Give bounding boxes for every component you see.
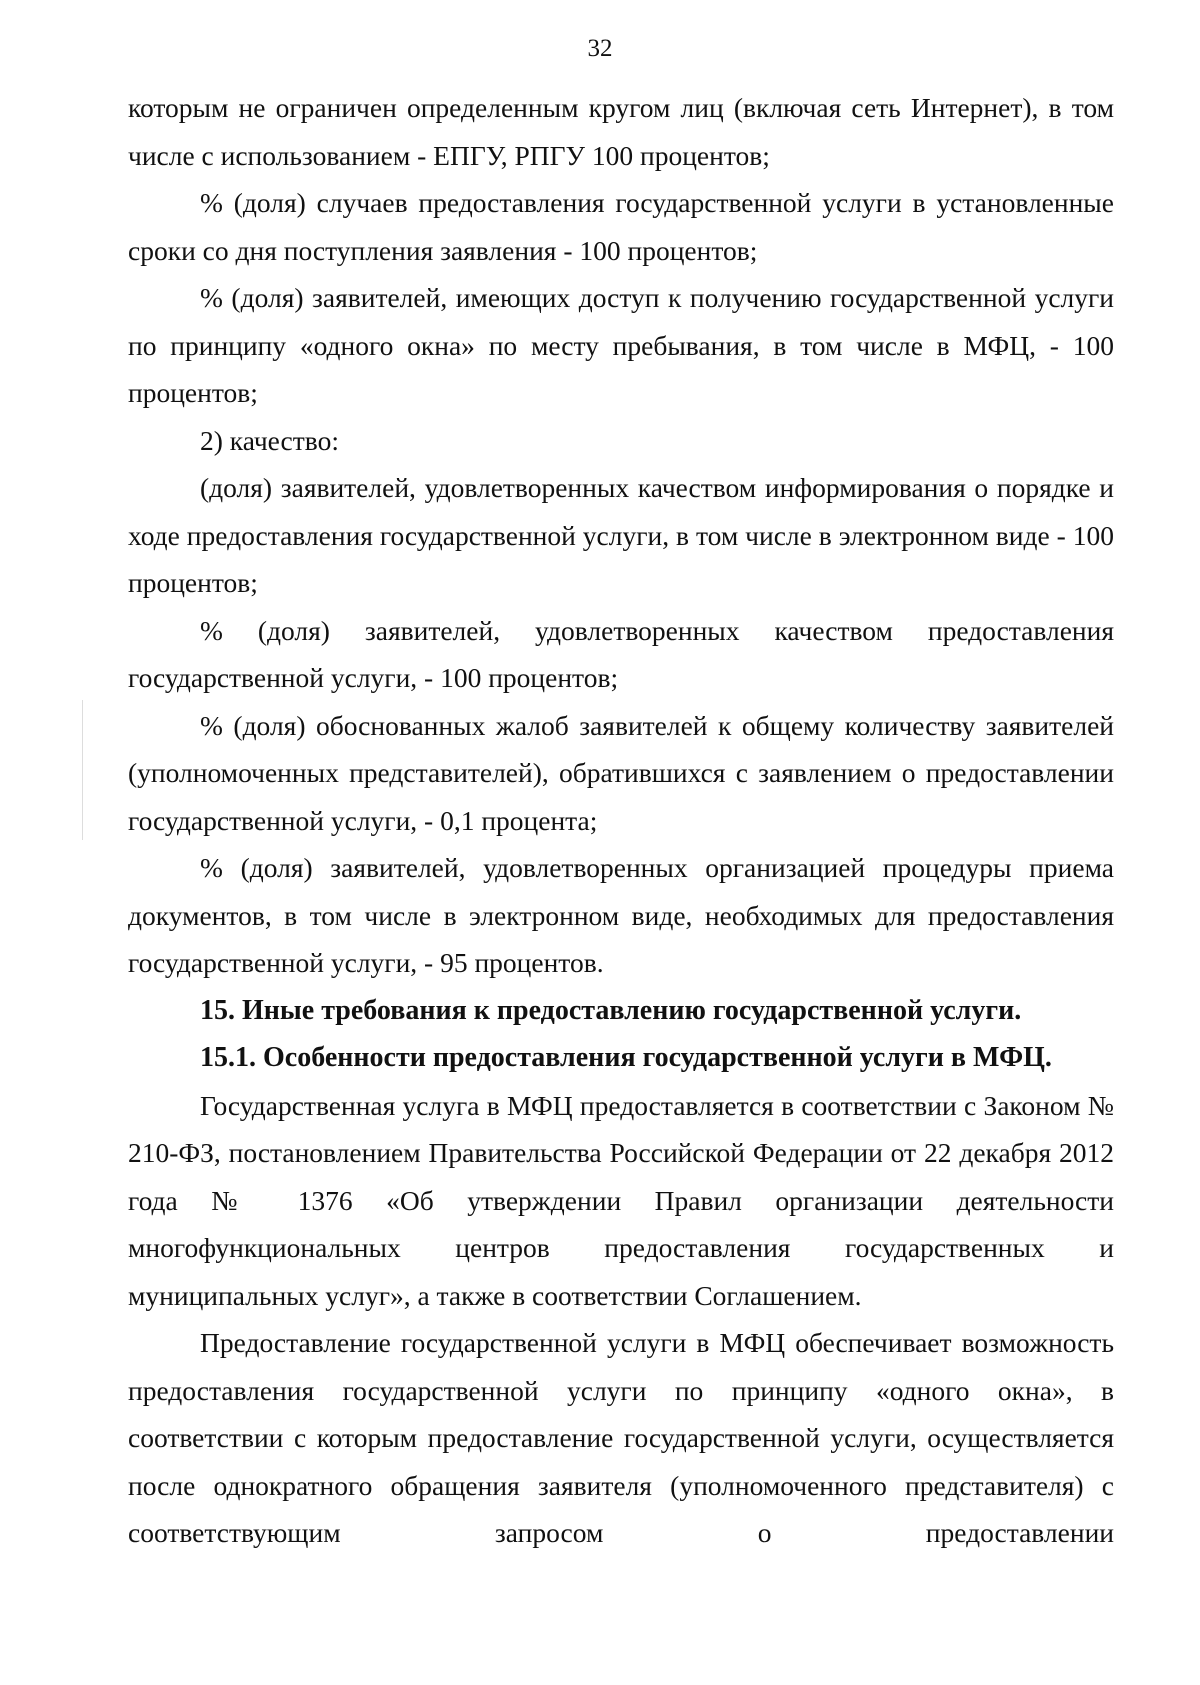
page-number: 32 [587,35,613,62]
paragraph-timeliness: % (доля) случаев предоставления государственной услуги в установленные сроки со дня поступления заявления - 100 процентов; [128,187,1114,266]
scan-artifact-line [82,700,83,840]
document-body [128,84,1114,1557]
section-heading-15-1: 15.1. Особенности предоставления государственной услуги в МФЦ. [200,1042,1052,1073]
paragraph-complaints: % (доля) обоснованных жалоб заявителей к общему количеству заявителей (уполномоченных представителей), обратившихся с заявлением о предоставлении государственной услуги, - 0,1 процента; [128,709,1114,836]
paragraph-document-reception: % (доля) заявителей, удовлетворенных организацией процедуры приема документов, в том числе в электронном виде, необходимых для предоставления государственной услуги, - 95 процентов. [128,852,1114,978]
paragraph-service-quality: % (доля) заявителей, удовлетворенных качеством предоставления государственной услуги, - 100 процентов; [128,614,1114,693]
paragraph-one-window-access: % (доля) заявителей, имеющих доступ к получению государственной услуги по принципу «одного окна» по месту пребывания, в том числе в МФЦ, - 100 процентов; [128,282,1114,408]
section-heading-15: 15. Иные требования к предоставлению государственной услуги. [200,994,1022,1026]
paragraph-mfc-one-window: Предоставление государственной услуги в МФЦ обеспечивает возможность предоставления государственной услуги по принципу «одного окна», в соответствии с которым предоставление государственной услуги, осуществляется после однократного обращения заявителя (уполномоченного представителя) с соответствующим запросом о предоставлении [128,1327,1114,1548]
paragraph-informing-quality: (доля) заявителей, удовлетворенных качеством информирования о порядке и ходе предоставления государственной услуги, в том числе в электронном виде - 100 процентов; [128,472,1114,598]
paragraph-mfc-legal-basis: Государственная услуга в МФЦ предоставляется в соответствии с Законом № 210-ФЗ, постановлением Правительства Российской Федерации от 22 декабря 2012 года № 1376 «Об утверждении Правил организации деятельности многофункциональных центров предоставления государственных и муниципальных услуг», а также в соответствии Соглашением. [128,1089,1114,1311]
paragraph-continuation: которым не ограничен определенным кругом лиц (включая сеть Интернет), в том числе с использованием - ЕПГУ, РПГУ 100 процентов; [128,92,1114,171]
paragraph-quality-heading: 2) качество: [200,424,339,456]
